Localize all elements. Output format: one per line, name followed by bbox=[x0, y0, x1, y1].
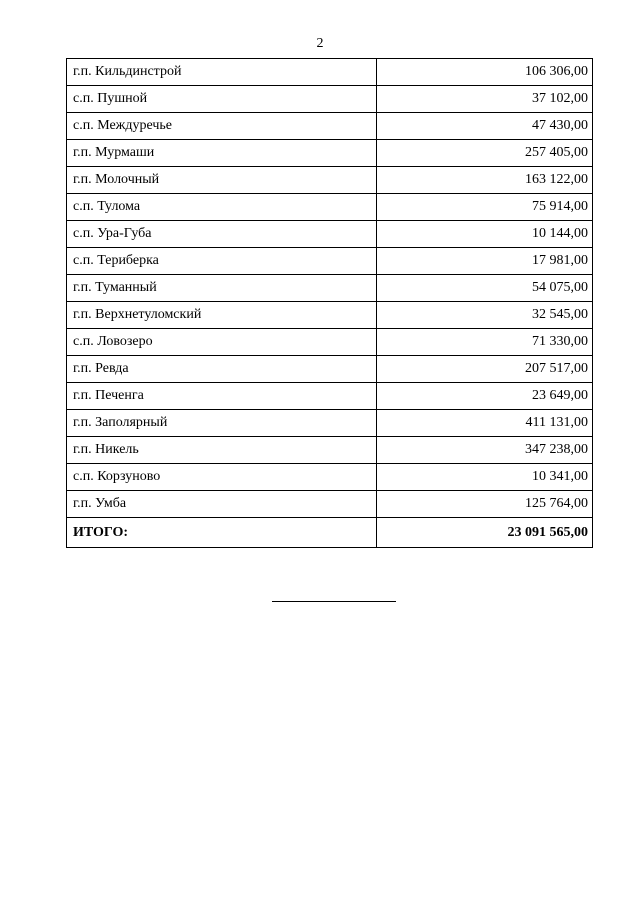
settlement-name: с.п. Пушной bbox=[67, 86, 377, 113]
settlement-name: г.п. Никель bbox=[67, 437, 377, 464]
settlement-name: г.п. Заполярный bbox=[67, 410, 377, 437]
settlement-name: с.п. Териберка bbox=[67, 248, 377, 275]
table-row bbox=[67, 383, 593, 410]
settlement-name: г.п. Умба bbox=[67, 491, 377, 518]
amount-value: 17 981,00 bbox=[377, 248, 593, 275]
amount-value: 10 341,00 bbox=[377, 464, 593, 491]
total-row bbox=[67, 518, 593, 548]
table-row bbox=[67, 302, 593, 329]
table-row bbox=[67, 194, 593, 221]
amount-value: 32 545,00 bbox=[377, 302, 593, 329]
settlement-name: с.п. Корзуново bbox=[67, 464, 377, 491]
amount-value: 37 102,00 bbox=[377, 86, 593, 113]
page-number: 2 bbox=[316, 36, 324, 51]
table-row bbox=[67, 356, 593, 383]
amount-value: 411 131,00 bbox=[377, 410, 593, 437]
settlement-name: г.п. Молочный bbox=[67, 167, 377, 194]
table-row bbox=[67, 275, 593, 302]
amount-value: 54 075,00 bbox=[377, 275, 593, 302]
amount-value: 71 330,00 bbox=[377, 329, 593, 356]
total-amount: 23 091 565,00 bbox=[377, 518, 593, 548]
table-row bbox=[67, 167, 593, 194]
amount-value: 163 122,00 bbox=[377, 167, 593, 194]
amount-value: 125 764,00 bbox=[377, 491, 593, 518]
settlement-name: г.п. Верхнетуломский bbox=[67, 302, 377, 329]
settlement-name: г.п. Ревда bbox=[67, 356, 377, 383]
amount-value: 10 144,00 bbox=[377, 221, 593, 248]
settlement-name: г.п. Мурмаши bbox=[67, 140, 377, 167]
separator-line bbox=[272, 601, 396, 602]
amount-value: 75 914,00 bbox=[377, 194, 593, 221]
total-label: ИТОГО: bbox=[67, 518, 377, 548]
settlement-name: г.п. Туманный bbox=[67, 275, 377, 302]
table-row bbox=[67, 329, 593, 356]
allocation-table bbox=[66, 58, 593, 548]
amount-value: 207 517,00 bbox=[377, 356, 593, 383]
amount-value: 106 306,00 bbox=[377, 59, 593, 86]
table-row bbox=[67, 113, 593, 140]
settlement-name: с.п. Тулома bbox=[67, 194, 377, 221]
table-row bbox=[67, 248, 593, 275]
amount-value: 347 238,00 bbox=[377, 437, 593, 464]
table-row bbox=[67, 140, 593, 167]
table-row bbox=[67, 464, 593, 491]
table-row bbox=[67, 491, 593, 518]
settlement-name: с.п. Ура-Губа bbox=[67, 221, 377, 248]
amount-value: 257 405,00 bbox=[377, 140, 593, 167]
table-row bbox=[67, 437, 593, 464]
settlement-name: с.п. Междуречье bbox=[67, 113, 377, 140]
table-row bbox=[67, 59, 593, 86]
settlement-name: с.п. Ловозеро bbox=[67, 329, 377, 356]
settlement-name: г.п. Печенга bbox=[67, 383, 377, 410]
table-row bbox=[67, 86, 593, 113]
table-row bbox=[67, 410, 593, 437]
settlement-name: г.п. Кильдинстрой bbox=[67, 59, 377, 86]
table-row bbox=[67, 221, 593, 248]
amount-value: 23 649,00 bbox=[377, 383, 593, 410]
amount-value: 47 430,00 bbox=[377, 113, 593, 140]
